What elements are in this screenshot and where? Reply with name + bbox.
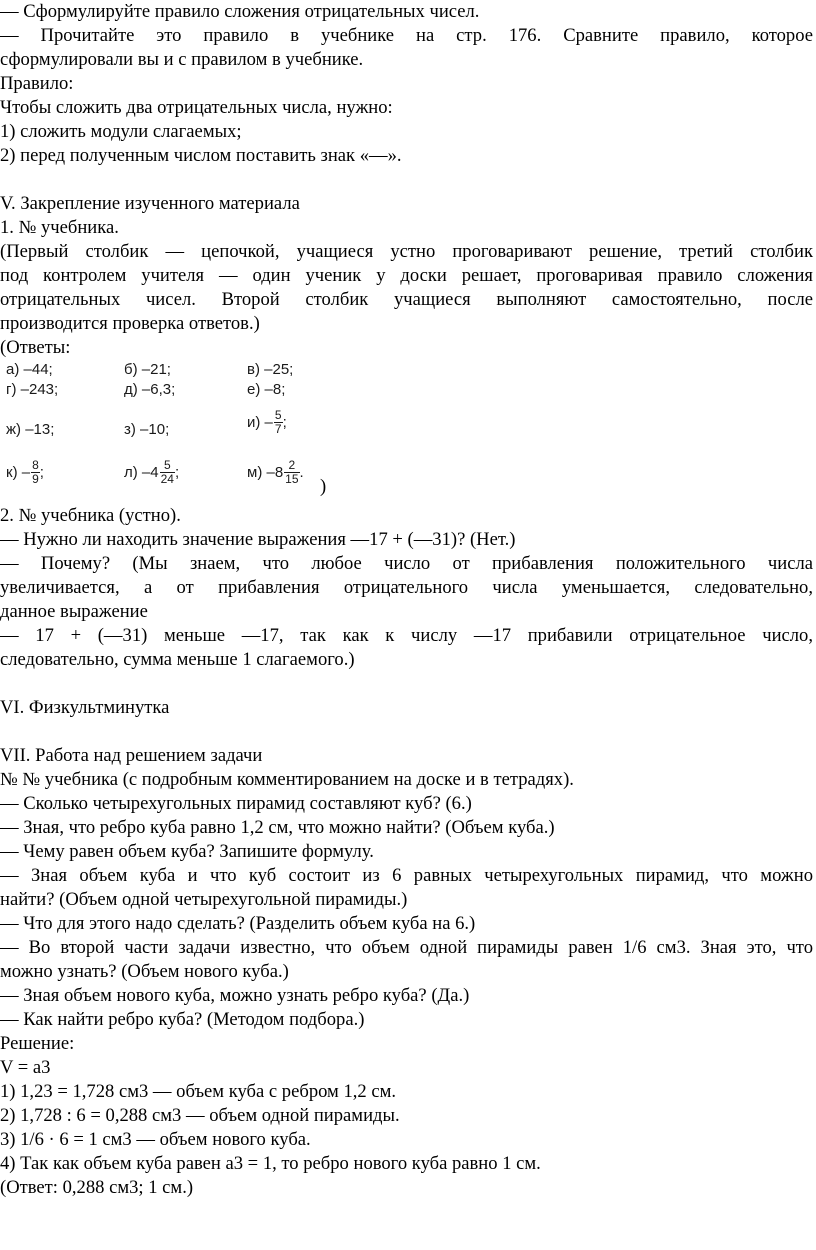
answer-a: а) –44;: [6, 361, 53, 378]
text-line: отрицательных чисел. Второй столбик учащиеся выполняют самостоятельно, после: [0, 289, 813, 310]
text-line: увеличивается, а от прибавления отрицательного числа уменьшается, следовательно,: [0, 577, 813, 598]
text-line: — Зная, что ребро куба равно 1,2 см, что можно найти? (Объем куба.): [0, 817, 555, 838]
text-line: производится проверка ответов.): [0, 313, 260, 334]
numerator: 2: [284, 459, 299, 473]
formula-line: V = а3: [0, 1057, 51, 1078]
answer-m: [247, 459, 304, 486]
answer-m-suffix: .: [299, 464, 304, 481]
text-line: Чтобы сложить два отрицательных числа, нужно:: [0, 97, 393, 118]
text-line: найти? (Объем одной четырехугольной пирамиды.): [0, 889, 408, 910]
text-line: — Зная объем куба и что куб состоит из 6 равных четырехугольных пирамид, что можно: [0, 865, 813, 886]
text-line: — Сформулируйте правило сложения отрицательных чисел.: [0, 1, 480, 22]
text-line: 2. № учебника (устно).: [0, 505, 181, 526]
denominator: 15: [285, 472, 299, 486]
answer-b: б) –21;: [124, 361, 171, 378]
text-line: № № учебника (с подробным комментированием на доске и в тетрадях).: [0, 769, 574, 790]
text-line: 3) 1/6 · 6 = 1 см3 — объем нового куба.: [0, 1129, 311, 1150]
text-line: следовательно, сумма меньше 1 слагаемого.): [0, 649, 355, 670]
text-line: — Что для этого надо сделать? (Разделить объем куба на 6.): [0, 913, 476, 934]
denominator: 9: [32, 472, 39, 486]
answer-l: [124, 459, 179, 486]
text-line: данное выражение: [0, 601, 148, 622]
fraction: [31, 459, 40, 486]
text-line: — Нужно ли находить значение выражения —17 + (—31)? (Нет.): [0, 529, 516, 550]
text-line: 2) перед полученным числом поставить знак «—».: [0, 145, 402, 166]
answer-i: [247, 409, 287, 436]
denominator: 24: [160, 472, 174, 486]
answer-l-prefix: л) –4: [124, 464, 159, 481]
section-heading: VI. Физкультминутка: [0, 697, 170, 718]
answer-k-prefix: к) –: [6, 464, 31, 481]
text-line: — Почему? (Мы знаем, что любое число от прибавления положительного числа: [0, 553, 813, 574]
answer-k: [6, 459, 44, 486]
text-line: сформулировали вы и с правилом в учебнике.: [0, 49, 364, 70]
text-line: Правило:: [0, 73, 74, 94]
closing-paren: ): [320, 476, 327, 497]
numerator: 8: [32, 458, 39, 472]
text-line: — Во второй части задачи известно, что объем одной пирамиды равен 1/6 см3. Зная это, что: [0, 937, 813, 958]
section-heading: VII. Работа над решением задачи: [0, 745, 263, 766]
fraction: [160, 459, 175, 486]
text-line: 1. № учебника.: [0, 217, 119, 238]
answer-v: в) –25;: [247, 361, 294, 378]
fraction: [284, 459, 299, 486]
section-heading: V. Закрепление изученного материала: [0, 193, 300, 214]
text-line: (Ответы:: [0, 337, 71, 358]
answer-m-prefix: м) –8: [247, 464, 284, 481]
fraction: [274, 409, 283, 436]
text-line: — Сколько четырехугольных пирамид составляют куб? (6.): [0, 793, 472, 814]
answer-g: г) –243;: [6, 381, 59, 398]
text-line: Решение:: [0, 1033, 75, 1054]
answer-l-suffix: ;: [174, 464, 180, 481]
text-line: — 17 + (—31) меньше —17, так как к числу —17 прибавили отрицательное число,: [0, 625, 813, 646]
text-line: — Зная объем нового куба, можно узнать ребро куба? (Да.): [0, 985, 470, 1006]
answers-block: [0, 361, 340, 498]
text-line: под контролем учителя — один ученик у доски решает, проговаривая правило сложения: [0, 265, 813, 286]
text-line: — Прочитайте это правило в учебнике на стр. 176. Сравните правило, которое: [0, 25, 813, 46]
answer-zh: ж) –13;: [6, 421, 55, 438]
text-line: (Ответ: 0,288 см3; 1 см.): [0, 1177, 194, 1198]
denominator: 7: [274, 422, 282, 436]
text-line: 1) сложить модули слагаемых;: [0, 121, 242, 142]
answer-i-suffix: ;: [282, 414, 287, 431]
numerator: 5: [160, 459, 175, 473]
text-line: можно узнать? (Объем нового куба.): [0, 961, 289, 982]
numerator: 5: [274, 408, 282, 422]
text-line: 4) Так как объем куба равен а3 = 1, то ребро нового куба равно 1 см.: [0, 1153, 541, 1174]
answer-k-suffix: ;: [39, 464, 44, 481]
answer-d: д) –6,3;: [124, 381, 176, 398]
answer-i-prefix: и) –: [247, 414, 273, 431]
text-line: — Чему равен объем куба? Запишите формулу.: [0, 841, 374, 862]
text-line: — Как найти ребро куба? (Методом подбора.): [0, 1009, 365, 1030]
text-line: 2) 1,728 : 6 = 0,288 см3 — объем одной пирамиды.: [0, 1105, 400, 1126]
text-line: 1) 1,23 = 1,728 см3 — объем куба с ребром 1,2 см.: [0, 1081, 397, 1102]
text-line: (Первый столбик — цепочкой, учащиеся устно проговаривают решение, третий столбик: [0, 241, 813, 262]
answer-e: е) –8;: [247, 381, 286, 398]
answer-z: з) –10;: [124, 421, 170, 438]
